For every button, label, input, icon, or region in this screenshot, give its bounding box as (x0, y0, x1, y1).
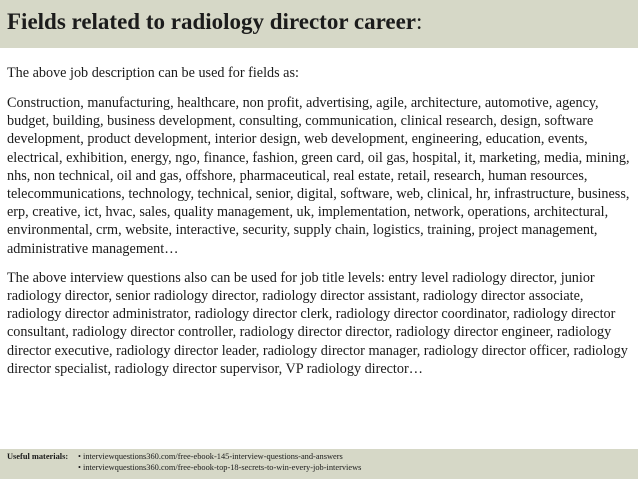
job-levels-paragraph: The above interview questions also can be used for job title levels: entry level radiology director, junior radiology director, senior radiology director, radiology director assistant, radiology director associate, radiology director administrator, radiology director clerk, radiology director coordinator, radiology director consultant, radiology director controller, radiology director director, radiology director engineer, radiology director executive, radiology director leader, radiology director manager, radiology director officer, radiology director specialist, radiology director supervisor, VP radiology director… (7, 269, 628, 377)
footer-row-2 (7, 462, 638, 473)
fields-paragraph: Construction, manufacturing, healthcare, non profit, advertising, agile, architecture, automotive, agency, budget, building, business development, consulting, communication, clinical research, design, software development, product development, interior design, web development, engineering, education, events, electrical, exhibition, energy, ngo, finance, fashion, green card, oil gas, hospital, it, marketing, media, mining, nhs, non technical, oil and gas, offshore, pharmaceutical, real estate, retail, research, human resources, telecommunications, technology, technical, senior, digital, software, web, clinical, hr, infrastructure, business, erp, creative, ict, hvac, sales, quality management, uk, implementation, network, operations, architectural, environmental, crm, website, interactive, security, supply chain, logistics, training, project management, administrative management… (7, 95, 630, 257)
title-colon: : (416, 9, 423, 34)
footer-label-spacer (7, 462, 78, 473)
footer-bar (0, 449, 638, 479)
page-title: Fields related to radiology director career (7, 9, 416, 34)
main-content (7, 64, 635, 378)
footer-label: Useful materials: (7, 452, 69, 461)
footer-link-ebook-18-secrets[interactable]: • interviewquestions360.com/free-ebook-top-18-secrets-to-win-every-job-interviews (78, 463, 362, 472)
title-bar (0, 0, 638, 48)
footer-row-1 (7, 451, 638, 462)
footer-link-ebook-145[interactable]: • interviewquestions360.com/free-ebook-145-interview-questions-and-answers (78, 452, 343, 461)
intro-text: The above job description can be used for fields as: (7, 65, 299, 81)
